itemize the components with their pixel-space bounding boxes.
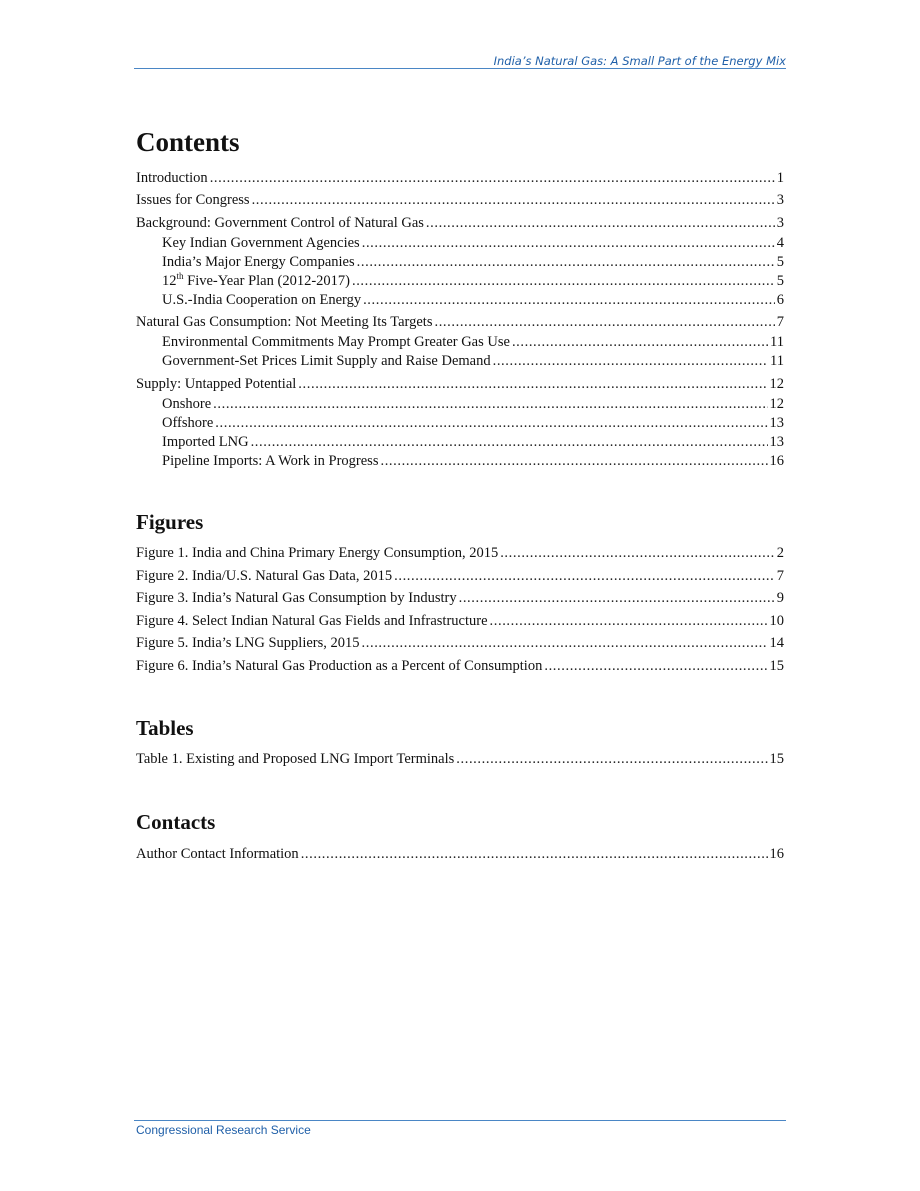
running-header: India’s Natural Gas: A Small Part of the Energy Mix xyxy=(493,54,786,68)
toc-entry-page: 9 xyxy=(776,590,784,606)
figure-entry[interactable] xyxy=(136,544,784,562)
toc-entry-page: 1 xyxy=(776,169,784,186)
toc-entry-page: 5 xyxy=(776,253,784,270)
toc-entry-text: U.S.-India Cooperation on Energy xyxy=(162,291,362,308)
toc-entry-text: Issues for Congress xyxy=(136,192,250,208)
toc-entry-page: 14 xyxy=(769,635,784,651)
toc-entry-number: 12 xyxy=(162,272,177,289)
toc-entry-text: Author Contact Information xyxy=(136,845,299,862)
toc-entry-page: 13 xyxy=(769,433,784,450)
toc-entry-page: 15 xyxy=(769,751,784,767)
toc-entry-page: 3 xyxy=(776,192,784,208)
toc-entry-page: 11 xyxy=(770,353,784,369)
contacts-title: Contacts xyxy=(136,810,216,834)
toc-subentry[interactable] xyxy=(136,414,784,432)
toc-entry-page: 11 xyxy=(770,334,784,350)
toc-entry[interactable] xyxy=(136,191,784,209)
contacts-list xyxy=(136,845,784,863)
toc-entry-page: 15 xyxy=(769,657,784,674)
contents-list xyxy=(136,169,784,470)
contents-title: Contents xyxy=(136,127,240,157)
contact-entry[interactable] xyxy=(136,845,784,863)
toc-entry-page: 2 xyxy=(776,545,784,561)
footer-rule xyxy=(134,1120,786,1121)
toc-entry-text: Table 1. Existing and Proposed LNG Import Terminals xyxy=(136,751,455,767)
toc-entry-page: 6 xyxy=(776,291,784,308)
toc-subentry[interactable] xyxy=(136,291,784,309)
toc-entry[interactable] xyxy=(136,313,784,331)
toc-entry-rest: Five-Year Plan (2012-2017) xyxy=(183,272,350,289)
toc-entry-page: 12 xyxy=(769,395,784,412)
toc-entry[interactable] xyxy=(136,214,784,232)
tables-list xyxy=(136,750,784,768)
toc-entry-text: Key Indian Government Agencies xyxy=(162,234,360,251)
table-entry[interactable] xyxy=(136,750,784,768)
toc-subentry[interactable] xyxy=(136,272,784,290)
toc-subentry[interactable] xyxy=(136,452,784,470)
toc-entry-page: 10 xyxy=(769,612,784,629)
toc-subentry[interactable] xyxy=(136,253,784,271)
figure-entry[interactable] xyxy=(136,634,784,652)
figures-list xyxy=(136,544,784,675)
toc-entry-text: Figure 2. India/U.S. Natural Gas Data, 2015 xyxy=(136,567,393,584)
figures-title: Figures xyxy=(136,509,204,534)
toc-entry-page: 4 xyxy=(776,234,784,251)
toc-entry-text: Government-Set Prices Limit Supply and Raise Demand xyxy=(162,353,491,369)
toc-entry-text: Figure 4. Select Indian Natural Gas Fields and Infrastructure xyxy=(136,612,488,629)
toc-entry-text: Offshore xyxy=(162,414,214,431)
toc-entry-text: Onshore xyxy=(162,395,212,412)
toc-entry-text: Supply: Untapped Potential xyxy=(136,375,297,392)
toc-entry-text: Figure 6. India’s Natural Gas Production as a Percent of Consumption xyxy=(136,657,543,674)
toc-entry-page: 7 xyxy=(776,567,784,584)
toc-entry[interactable] xyxy=(136,375,784,393)
toc-entry-text: Imported LNG xyxy=(162,433,249,450)
footer: Congressional Research Service xyxy=(136,1123,311,1137)
toc-entry-text: Figure 1. India and China Primary Energy Consumption, 2015 xyxy=(136,545,499,561)
toc-entry-page: 7 xyxy=(776,314,784,330)
figure-entry[interactable] xyxy=(136,657,784,675)
toc-subentry[interactable] xyxy=(136,352,784,370)
toc-entry-page: 12 xyxy=(769,375,784,392)
toc-entry-text: Environmental Commitments May Prompt Greater Gas Use xyxy=(162,334,510,350)
toc-entry-text: Natural Gas Consumption: Not Meeting Its Targets xyxy=(136,314,433,330)
figure-entry[interactable] xyxy=(136,589,784,607)
toc-entry-page: 3 xyxy=(776,214,784,231)
toc-entry-superscript: th xyxy=(176,270,184,281)
toc-entry-text xyxy=(162,272,350,290)
table-of-contents xyxy=(136,124,784,863)
header-rule xyxy=(134,68,786,69)
toc-entry-text: Figure 5. India’s LNG Suppliers, 2015 xyxy=(136,635,360,651)
toc-subentry[interactable] xyxy=(136,333,784,351)
toc-subentry[interactable] xyxy=(136,433,784,451)
toc-entry-page: 5 xyxy=(776,272,784,289)
toc-entry-page: 16 xyxy=(769,845,784,862)
figure-entry[interactable] xyxy=(136,567,784,585)
tables-title: Tables xyxy=(136,715,194,740)
toc-entry-page: 13 xyxy=(769,414,784,431)
toc-entry[interactable] xyxy=(136,169,784,187)
toc-entry-text: Pipeline Imports: A Work in Progress xyxy=(162,452,379,469)
toc-subentry[interactable] xyxy=(136,234,784,252)
toc-entry-text: Introduction xyxy=(136,169,208,186)
toc-entry-text: Background: Government Control of Natural Gas xyxy=(136,214,424,231)
toc-entry-page: 16 xyxy=(769,452,784,469)
figure-entry[interactable] xyxy=(136,612,784,630)
toc-entry-text: Figure 3. India’s Natural Gas Consumption by Industry xyxy=(136,590,457,606)
toc-entry-text: India’s Major Energy Companies xyxy=(162,253,355,270)
toc-subentry[interactable] xyxy=(136,395,784,413)
